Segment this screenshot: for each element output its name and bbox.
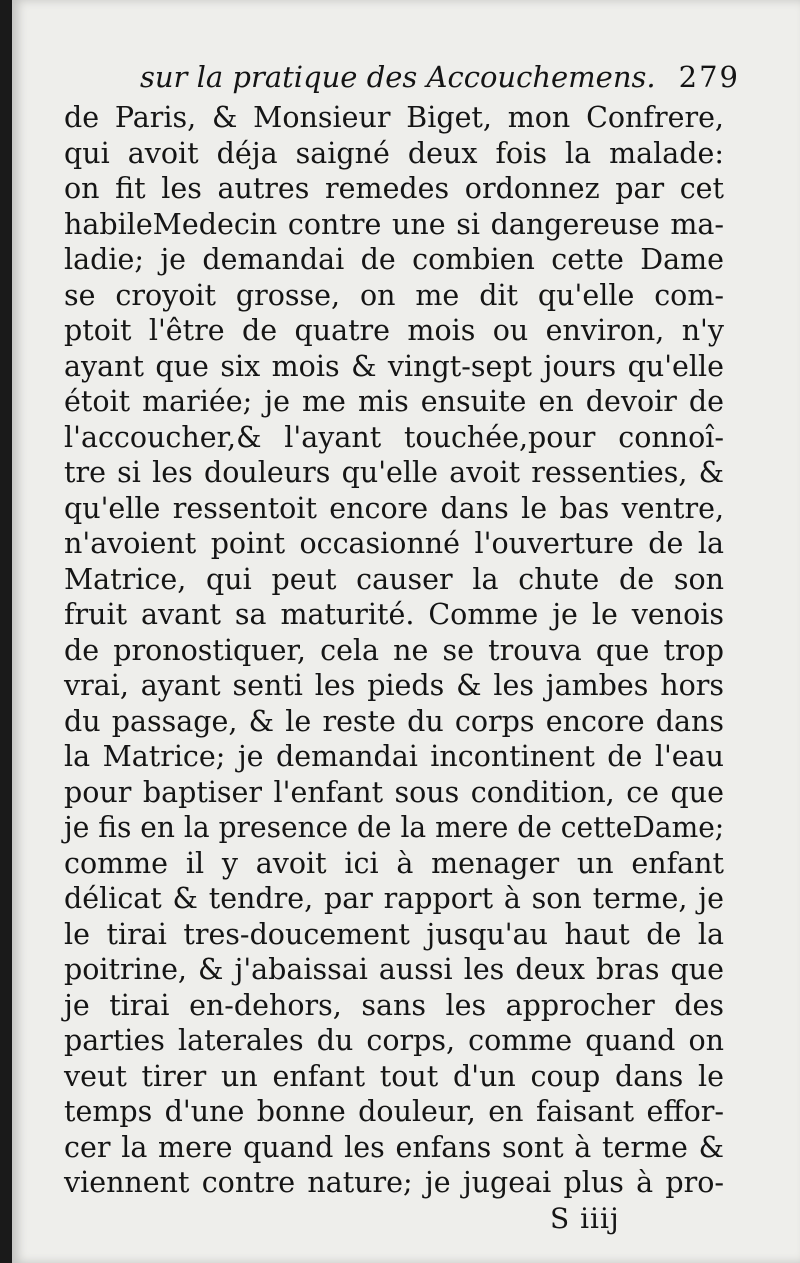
text-line: étoit mariée; je me mis ensuite en devoir de — [64, 385, 724, 418]
text-line: je fis en la presence de la mere de cetteDame; — [64, 811, 725, 844]
body-text — [64, 100, 724, 1201]
text-line: poitrine, & j'abaissai aussi les deux bras que — [64, 953, 724, 986]
text-line: délicat & tendre, par rapport à son terme, je — [64, 882, 724, 915]
running-title: sur la pratique des Accouchemens. — [140, 60, 656, 94]
text-line: parties laterales du corps, comme quand on — [64, 1024, 724, 1057]
text-line: de Paris, & Monsieur Biget, mon Confrere, — [64, 101, 724, 134]
text-line: tre si les douleurs qu'elle avoit ressenties, & — [64, 456, 724, 489]
text-line: on fit les autres remedes ordonnez par cet — [64, 172, 724, 205]
text-line: la Matrice; je demandai incontinent de l'eau — [64, 740, 724, 773]
text-line: cer la mere quand les enfans sont à terme & — [64, 1130, 724, 1164]
text-line: pour baptiser l'enfant sous condition, ce que — [64, 775, 724, 809]
text-line: de pronostiquer, cela ne se trouva que trop — [64, 633, 724, 667]
text-line: veut tirer un enfant tout d'un coup dans le — [64, 1059, 724, 1093]
book-page — [12, 0, 800, 1263]
text-line: temps d'une bonne douleur, en faisant effor- — [64, 1095, 724, 1128]
text-line: qu'elle ressentoit encore dans le bas ventre, — [64, 491, 724, 525]
text-line: n'avoient point occasionné l'ouverture de la — [64, 527, 724, 560]
text-line: habileMedecin contre une si dangereuse ma- — [64, 207, 724, 241]
text-line: l'accoucher,& l'ayant touchée,pour connoî- — [64, 420, 724, 454]
text-line: le tirai tres-doucement jusqu'au haut de la — [64, 917, 724, 951]
running-head — [140, 56, 740, 96]
signature-mark: S iiij — [550, 1202, 620, 1235]
text-line: qui avoit déja saigné deux fois la malade: — [64, 136, 724, 170]
text-line: comme il y avoit ici à menager un enfant — [64, 846, 724, 880]
text-line: se croyoit grosse, on me dit qu'elle com- — [64, 278, 724, 312]
text-line: ladie; je demandai de combien cette Dame — [64, 243, 724, 276]
text-line: vrai, ayant senti les pieds & les jambes hors — [64, 669, 724, 702]
text-line: du passage, & le reste du corps encore dans — [64, 704, 724, 738]
text-line: ptoit l'être de quatre mois ou environ, n'y — [64, 314, 724, 347]
text-line: viennent contre nature; je jugeai plus à pro- — [64, 1166, 724, 1199]
page-number: 279 — [678, 60, 740, 94]
text-line: fruit avant sa maturité. Comme je le venois — [64, 598, 724, 631]
text-line: Matrice, qui peut causer la chute de son — [64, 562, 724, 596]
text-line: je tirai en-dehors, sans les approcher des — [64, 988, 724, 1022]
text-line: ayant que six mois & vingt-sept jours qu'elle — [64, 349, 724, 383]
